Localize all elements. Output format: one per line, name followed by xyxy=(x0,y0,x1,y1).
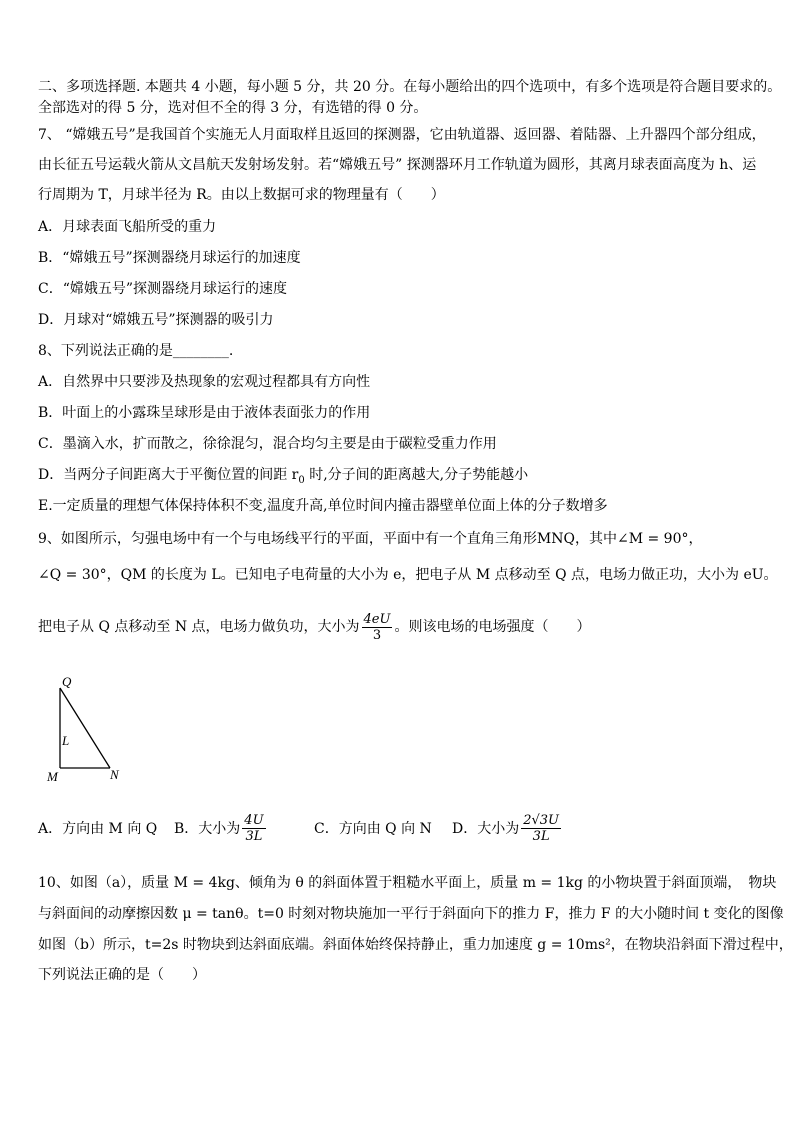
q8-option-b: B．叶面上的小露珠呈球形是由于液体表面张力的作用 xyxy=(38,405,371,421)
q9-option-a: A．方向由 M 向 Q xyxy=(38,820,158,837)
label-q: Q xyxy=(62,674,72,689)
q10-stem-line-4: 下列说法正确的是（ ） xyxy=(38,967,206,983)
q9-stem-line-3-post: 。则该电场的电场强度（ ） xyxy=(394,619,591,635)
q9-stem-line-3 xyxy=(38,610,758,644)
label-m: M xyxy=(47,769,58,784)
q9-option-d xyxy=(452,813,563,844)
q8-option-d-post: 时,分子间的距离越大,分子势能越小 xyxy=(304,467,529,483)
q7-option-b: B．“嫦娥五号”探测器绕月球运行的加速度 xyxy=(38,250,301,266)
q9-option-b-numerator: 4U xyxy=(244,813,264,828)
q8-option-d-pre: D．当两分子间距离大于平衡位置的间距 r xyxy=(38,467,299,483)
q7-option-a: A．月球表面飞船所受的重力 xyxy=(38,219,217,235)
q9-fraction-denominator: 3 xyxy=(372,627,382,643)
q8-option-d xyxy=(38,466,758,490)
section-instruction-line-1: 二、多项选择题. 本题共 4 小题，每小题 5 分，共 20 分。在每小题给出的四个选项中，有多个选项是符合题目要求的。 xyxy=(38,79,782,95)
q9-stem-line-3-pre: 把电子从 Q 点移动至 N 点，电场力做负功，大小为 xyxy=(38,619,360,635)
q9-fraction-work xyxy=(362,612,393,643)
q9-option-d-numerator: 2√3U xyxy=(523,813,560,828)
q8-stem: 8、下列说法正确的是________. xyxy=(38,343,234,359)
q9-stem-line-1: 9、如图所示，匀强电场中有一个与电场线平行的平面，平面中有一个直角三角形MNQ，其中∠M = 90°， xyxy=(38,531,703,547)
q8-option-a: A．自然界中只要涉及热现象的宏观过程都具有方向性 xyxy=(38,374,371,390)
q9-option-b-denominator: 3L xyxy=(245,829,263,844)
q9-option-b xyxy=(174,813,314,844)
q7-stem-line-1: 7、 “嫦娥五号”是我国首个实施无人月面取样且返回的探测器，它由轨道器、返回器、着陆器、上升器四个部分组成， xyxy=(38,127,766,143)
label-l: L xyxy=(62,733,70,748)
q7-option-d: D．月球对“嫦娥五号”探测器的吸引力 xyxy=(38,312,274,328)
q10-stem-line-2: 与斜面间的动摩擦因数 μ = tanθ。t=0 时刻对物块施加一平行于斜面向下的推力 F，推力 F 的大小随时间 t 变化的图像 xyxy=(38,906,784,922)
q9-option-b-fraction xyxy=(242,813,265,844)
q8-option-c: C．墨滴入水，扩而散之，徐徐混匀，混合均匀主要是由于碳粒受重力作用 xyxy=(38,436,497,452)
q9-option-d-denominator: 3L xyxy=(532,829,550,844)
q7-stem-line-2: 由长征五号运载火箭从文昌航天发射场发射。若“嫦娥五号” 探测器环月工作轨道为圆形，其离月球表面高度为 h、运 xyxy=(38,157,757,173)
q9-fraction-numerator: 4eU xyxy=(363,611,391,627)
triangle-mnq-figure xyxy=(42,672,132,784)
q7-option-c: C．“嫦娥五号”探测器绕月球运行的速度 xyxy=(38,281,288,297)
q10-stem-line-3: 如图（b）所示，t=2s 时物块到达斜面底端。斜面体始终保持静止，重力加速度 g = 10ms²，在物块沿斜面下滑过程中， xyxy=(38,937,793,953)
q10-stem-line-1: 10、如图（a），质量 M = 4kg、倾角为 θ 的斜面体置于粗糙水平面上，质量 m = 1kg 的小物块置于斜面顶端， 物块 xyxy=(38,875,777,891)
q9-option-d-label: D．大小为 xyxy=(452,820,520,837)
q8-option-e: E.一定质量的理想气体保持体积不变,温度升高,单位时间内撞击器壁单位面上体的分子数增多 xyxy=(38,498,608,514)
q7-stem-line-3: 行周期为 T，月球半径为 R。由以上数据可求的物理量有（ ） xyxy=(38,187,445,203)
q9-option-b-label: B．大小为 xyxy=(174,820,241,837)
q9-option-c: C．方向由 Q 向 N xyxy=(314,820,432,837)
q9-stem-line-2: ∠Q = 30°，QM 的长度为 L。已知电子电荷量的大小为 e，把电子从 M 点移动至 Q 点，电场力做正功，大小为 eU。 xyxy=(38,567,778,583)
section-instruction-line-2: 全部选对的得 5 分，选对但不全的得 3 分，有选错的得 0 分。 xyxy=(38,100,428,116)
q9-option-d-fraction xyxy=(521,813,561,844)
edge-qn xyxy=(60,688,110,768)
q8-option-d-subscript: 0 xyxy=(298,474,305,486)
label-n: N xyxy=(110,767,119,782)
q9-options-row xyxy=(38,813,563,844)
